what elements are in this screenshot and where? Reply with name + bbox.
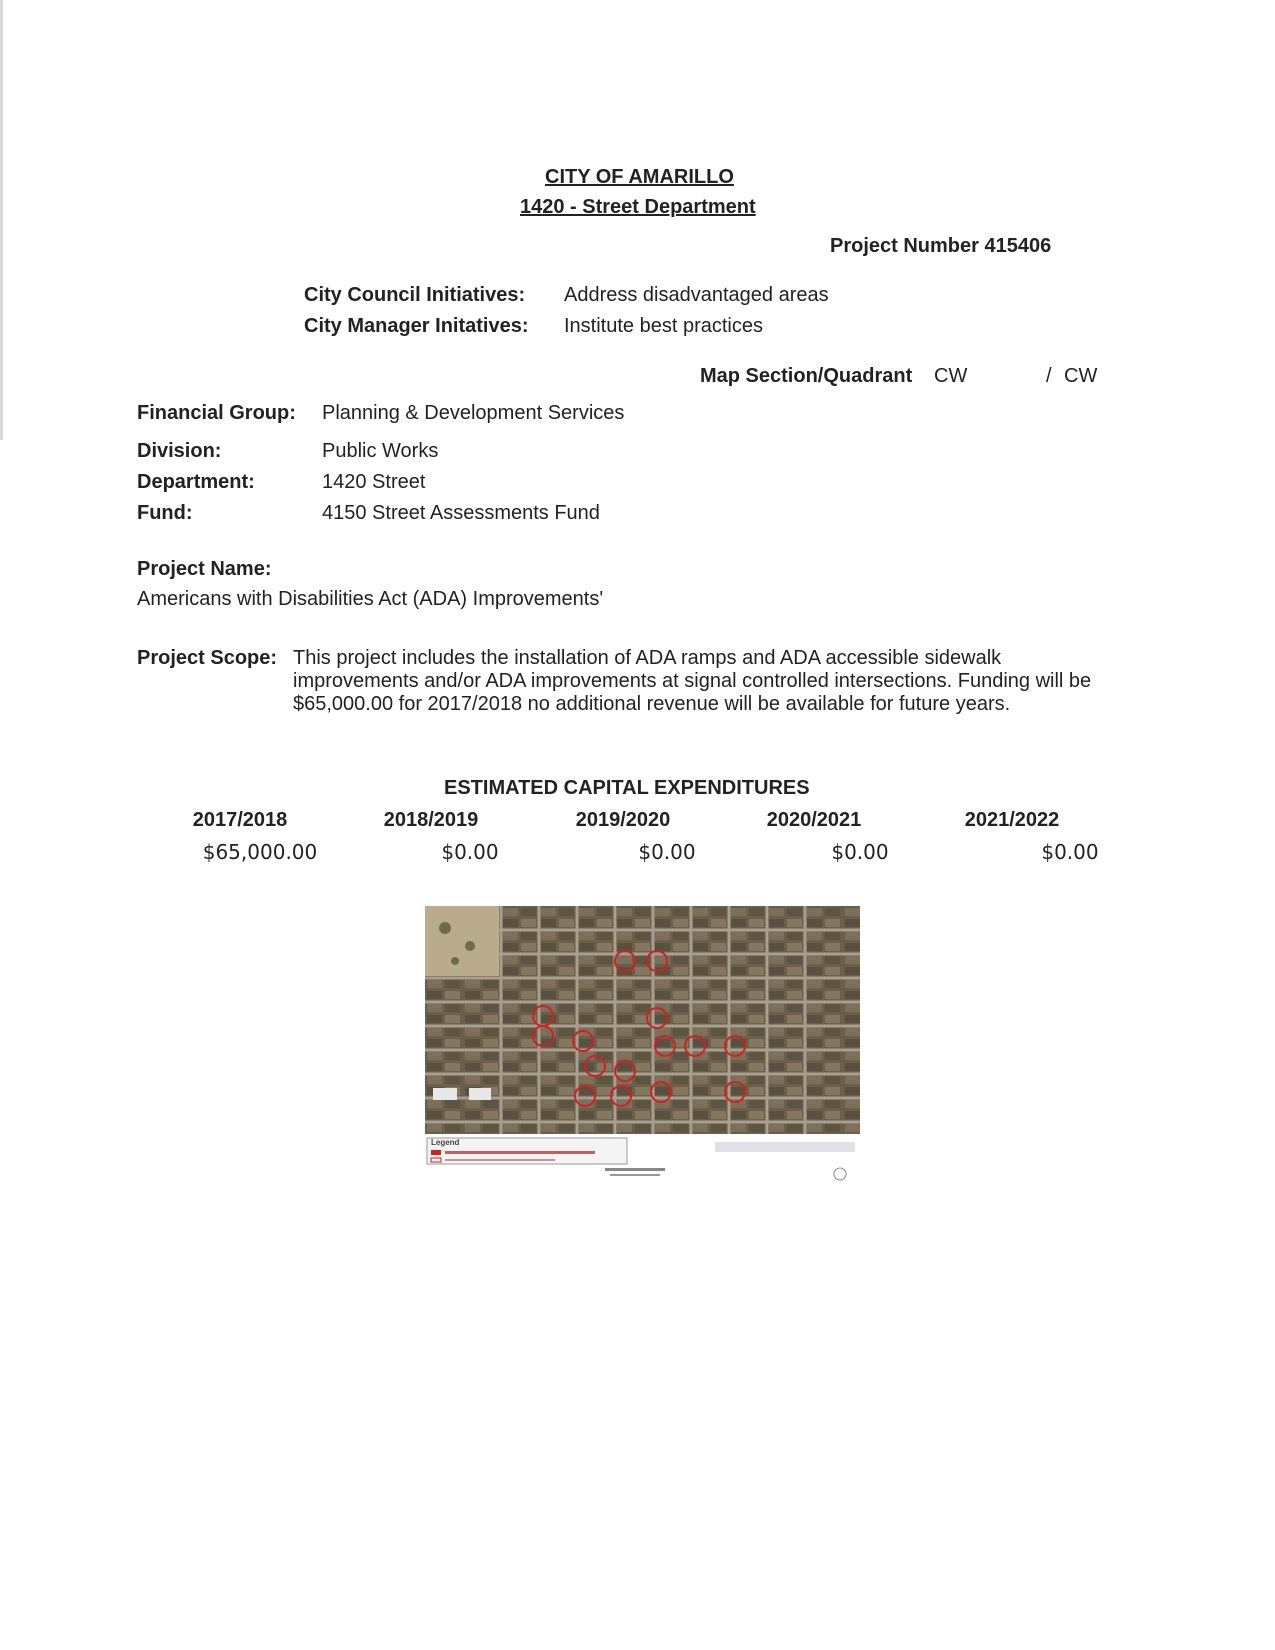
scan-edge xyxy=(0,0,3,440)
expenditures-title: ESTIMATED CAPITAL EXPENDITURES xyxy=(444,777,810,799)
department-title: 1420 - Street Department xyxy=(520,196,756,218)
council-initiatives-value: Address disadvantaged areas xyxy=(564,284,829,306)
financial-group-value: Planning & Development Services xyxy=(322,402,625,424)
division-label: Division: xyxy=(137,440,222,462)
map-section-separator: / xyxy=(1046,365,1052,387)
map-section-value-1: CW xyxy=(934,365,968,387)
project-name-value: Americans with Disabilities Act (ADA) Improvements' xyxy=(137,588,604,610)
division-value: Public Works xyxy=(322,440,439,462)
expenditure-year: 2017/2018 xyxy=(192,809,288,831)
fund-label: Fund: xyxy=(137,502,193,524)
aerial-map-image xyxy=(425,906,860,1186)
project-scope-text: This project includes the installation of ADA ramps and ADA accessible sidewalk improvements and/or ADA improvements at signal controlled intersections. Funding will be $65,000.00 for 2017/2018 no additional revenue will be available for future years. xyxy=(293,647,1092,715)
fund-value: 4150 Street Assessments Fund xyxy=(322,502,600,524)
map-legend-title: Legend xyxy=(431,1138,460,1147)
map-section-value-2: CW xyxy=(1064,365,1098,387)
project-number-label: Project Number xyxy=(830,235,979,257)
project-name-label: Project Name: xyxy=(137,558,272,580)
expenditure-amount: $0.00 xyxy=(1041,840,1099,864)
manager-initiatives-label: City Manager Initatives: xyxy=(304,315,529,337)
project-scope-label: Project Scope: xyxy=(137,647,278,669)
financial-group-label: Financial Group: xyxy=(137,402,296,424)
expenditure-year: 2021/2022 xyxy=(964,809,1060,831)
manager-initiatives-value: Institute best practices xyxy=(564,315,763,337)
expenditure-year: 2020/2021 xyxy=(766,809,862,831)
expenditure-year: 2018/2019 xyxy=(383,809,479,831)
council-initiatives-label: City Council Initiatives: xyxy=(304,284,526,306)
city-title: CITY OF AMARILLO xyxy=(545,166,734,188)
department-label: Department: xyxy=(137,471,255,493)
project-number-value: 415406 xyxy=(984,235,1052,257)
project-number-line xyxy=(830,235,1051,258)
department-value: 1420 Street xyxy=(322,471,426,493)
expenditure-amount: $0.00 xyxy=(441,840,499,864)
expenditure-amount: $0.00 xyxy=(831,840,889,864)
expenditure-amount: $0.00 xyxy=(638,840,696,864)
expenditure-year: 2019/2020 xyxy=(575,809,671,831)
expenditure-amount: $65,000.00 xyxy=(202,840,318,864)
map-section-label: Map Section/Quadrant xyxy=(700,365,913,387)
aerial-map-graphic xyxy=(425,906,860,1186)
